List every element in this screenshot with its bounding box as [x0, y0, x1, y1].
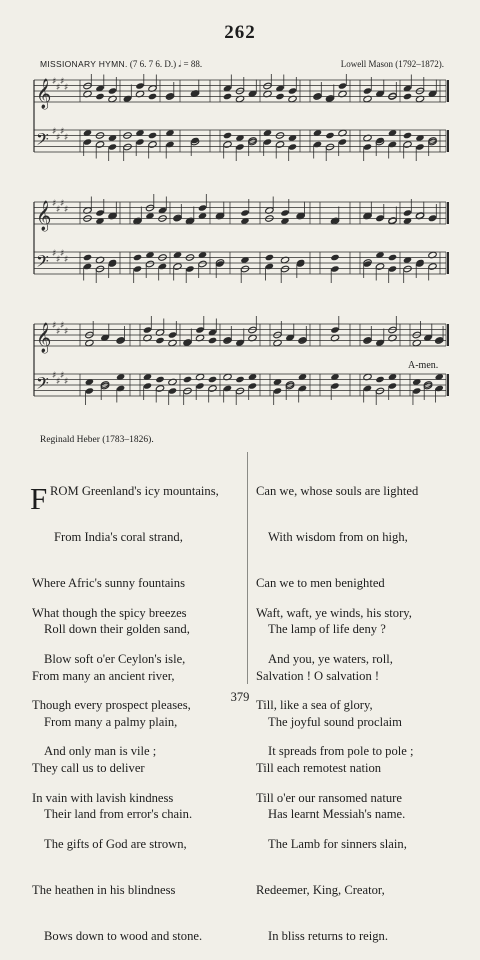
sheet-music: [32, 74, 452, 410]
verse-line: And you, ye waters, roll,: [268, 652, 393, 667]
verse-line: It spreads from pole to pole ;: [268, 744, 414, 759]
verse-line: Till o'er our ransomed nature: [256, 790, 402, 805]
hymn-header: [40, 59, 444, 73]
svg-text:♯: ♯: [64, 83, 69, 93]
svg-text:♯: ♯: [52, 77, 57, 87]
verse-line: In bliss returns to reign.: [268, 929, 388, 944]
hymn-number: 262: [224, 22, 256, 43]
svg-text:♯: ♯: [56, 377, 61, 387]
svg-text:♯: ♯: [52, 371, 57, 381]
svg-text:𝄢: 𝄢: [36, 129, 49, 153]
svg-text:𝄞: 𝄞: [36, 323, 52, 353]
svg-text:♯: ♯: [52, 249, 57, 259]
svg-text:♯: ♯: [60, 127, 65, 137]
verse-line: What though the spicy breezes: [32, 605, 187, 620]
svg-text:𝄞: 𝄞: [36, 201, 52, 231]
verse-line: The joyful sound proclaim: [268, 714, 402, 729]
svg-text:♯: ♯: [60, 371, 65, 381]
svg-text:♯: ♯: [64, 255, 69, 265]
svg-text:♯: ♯: [64, 327, 69, 337]
verse-line: Till, like a sea of glory,: [256, 698, 373, 713]
drop-cap: F: [30, 480, 48, 516]
verse-line: Where Afric's sunny fountains: [32, 576, 186, 591]
verse-line: The heathen in his blindness: [32, 883, 176, 898]
verse-line: Redeemer, King, Creator,: [256, 883, 385, 898]
verse-line: Roll down their golden sand,: [44, 622, 190, 637]
verse-line: Till each remotest nation: [256, 761, 382, 776]
column-divider: [247, 452, 248, 684]
verse-line: With wisdom from on high,: [268, 530, 408, 545]
tune-info: [40, 59, 202, 70]
svg-text:♯: ♯: [56, 83, 61, 93]
tempo-marking: 𝅗𝅥 = 88.: [178, 59, 203, 69]
svg-text:♯: ♯: [56, 205, 61, 215]
svg-text:♯: ♯: [56, 327, 61, 337]
svg-text:♯: ♯: [64, 205, 69, 215]
verse-line: And only man is vile ;: [44, 744, 157, 759]
svg-text:♯: ♯: [64, 133, 69, 143]
svg-text:♯: ♯: [52, 321, 57, 331]
svg-text:♯: ♯: [52, 199, 57, 209]
verse-line: From India's coral strand,: [54, 530, 183, 545]
svg-text:♯: ♯: [60, 199, 65, 209]
tune-name: MISSIONARY HYMN.: [40, 59, 128, 69]
svg-text:𝄢: 𝄢: [36, 251, 49, 275]
verse-line: Has learnt Messiah's name.: [268, 807, 406, 822]
meter: (7 6. 7 6. D.): [129, 59, 177, 69]
verse-line: ROM Greenland's icy mountains,: [50, 483, 219, 498]
verse-line: The gifts of God are strown,: [44, 836, 187, 851]
verse-2: [32, 575, 202, 960]
svg-text:♯: ♯: [52, 127, 57, 137]
verse-line: Can we, whose souls are lighted: [256, 483, 419, 498]
svg-text:𝄢: 𝄢: [36, 373, 49, 397]
verse-line: Bows down to wood and stone.: [44, 929, 203, 944]
svg-text:♯: ♯: [56, 255, 61, 265]
svg-text:♯: ♯: [64, 377, 69, 387]
author-credit: Reginald Heber (1783–1826).: [40, 435, 154, 445]
composer: Lowell Mason (1792–1872).: [340, 59, 444, 69]
verse-4: [256, 575, 414, 960]
page-number: 379: [230, 690, 250, 704]
verse-line: In vain with lavish kindness: [32, 790, 174, 805]
verse-line: Their land from error's chain.: [44, 807, 193, 822]
svg-text:♯: ♯: [60, 77, 65, 87]
amen-label: A-men.: [408, 360, 439, 371]
verse-line: The lamp of life deny ?: [268, 622, 386, 637]
svg-text:𝄞: 𝄞: [36, 79, 52, 109]
verse-line: Salvation ! O salvation !: [256, 668, 380, 683]
verse-line: They call us to deliver: [32, 761, 145, 776]
verse-line: From many a palmy plain,: [44, 714, 178, 729]
verse-line: Though every prospect pleases,: [32, 698, 191, 713]
svg-text:♯: ♯: [56, 133, 61, 143]
verse-line: Blow soft o'er Ceylon's isle,: [44, 652, 186, 667]
svg-text:♯: ♯: [60, 249, 65, 259]
verse-line: Waft, waft, ye winds, his story,: [256, 605, 412, 620]
svg-text:♯: ♯: [60, 321, 65, 331]
verse-line: The Lamb for sinners slain,: [268, 836, 407, 851]
verse-line: Can we to men benighted: [256, 576, 385, 591]
verse-line: From many an ancient river,: [32, 668, 175, 683]
